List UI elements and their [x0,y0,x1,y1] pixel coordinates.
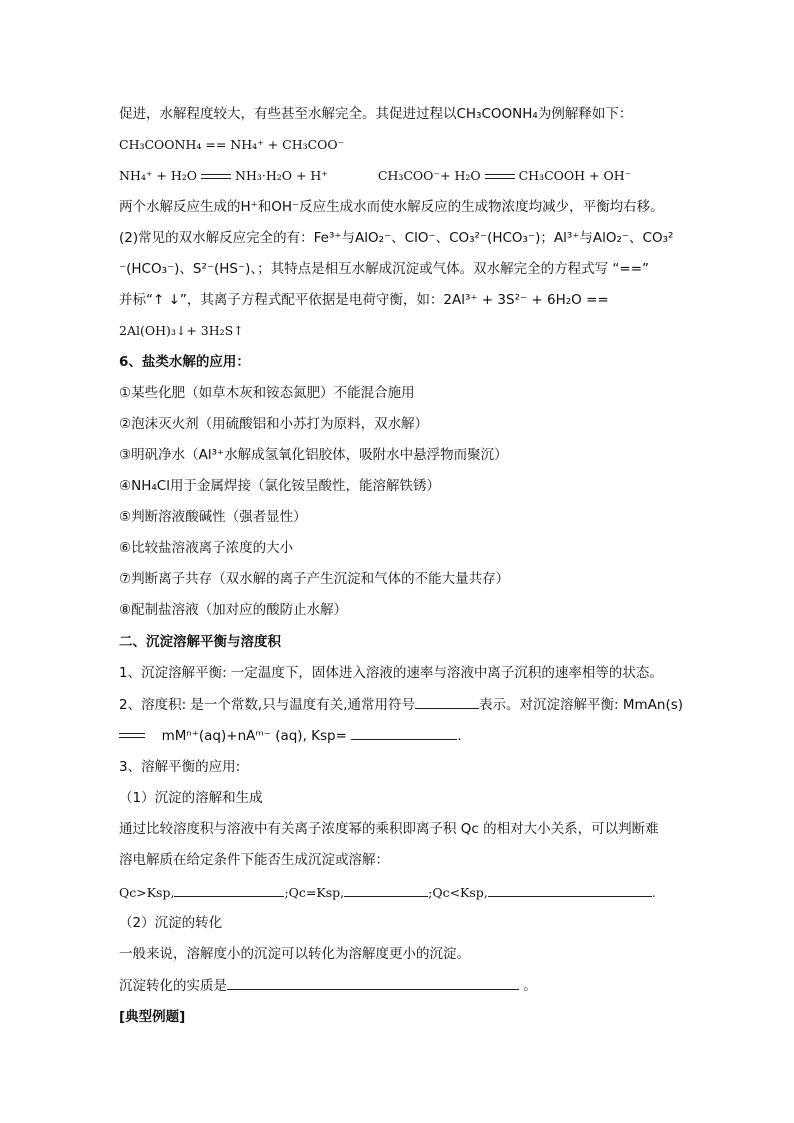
text-span: 。 [519,978,537,994]
eq-rhs-1: NH₃·H₂O + H⁺ [235,168,328,183]
paragraph-text: (2)常见的双水解反应完全的有：Fe³⁺与AlO₂⁻、ClO⁻、CO₃²⁻(HCO₃⁻)；Al³⁺与AlO₂⁻、CO₃² [119,230,674,246]
paragraph-text [119,975,537,996]
list-item: ⑥比较盐溶液离子浓度的大小 [119,540,294,556]
paragraph-text: 促进，水解程度较大，有些甚至水解完全。其促进过程以CH₃COONH₄为例解释如下： [119,106,633,122]
paragraph-text: 1、沉淀溶解平衡: 一定温度下，固体进入溶液的速率与溶液中离子沉积的速率相等的状态。 [119,665,663,681]
text-span: ;Qc<Ksp, [428,885,488,900]
subheading: （2）沉淀的转化 [119,915,223,931]
equilibrium-arrow-icon [201,172,231,182]
list-item: ④NH₄Cl用于金属焊接（氯化铵呈酸性，能溶解铁锈） [119,478,440,494]
equation-double-hydrolysis: 2Al(OH)₃↓+ 3H₂S↑ [119,323,244,338]
subheading: （1）沉淀的溶解和生成 [119,790,263,806]
paragraph-text: 3、溶解平衡的应用: [119,759,241,775]
eq-rhs-2: CH₃COOH + OH⁻ [518,168,632,183]
fill-blank[interactable] [488,882,652,897]
text-span: mMⁿ⁺(aq)+nAᵐ⁻ (aq), Ksp= [161,728,352,744]
equation-hydrolysis-pair [119,166,631,186]
section-heading: 6、盐类水解的应用： [119,354,250,370]
paragraph-text [119,882,656,903]
equilibrium-arrow-icon [119,731,145,741]
fill-blank[interactable] [351,725,457,740]
text-span: 2、溶度积: 是一个常数,只与温度有关,通常用符号 [119,697,416,713]
paragraph-text: 一般来说，溶解度小的沉淀可以转化为溶解度更小的沉淀。 [119,946,470,962]
section-heading: 二、沉淀溶解平衡与溶度积 [119,634,281,650]
fill-blank[interactable] [227,975,519,990]
list-item: ⑤判断溶液酸碱性（强者显性） [119,509,307,525]
eq-lhs-1: NH₄⁺ + H₂O [119,168,198,183]
equation-ionization: CH₃COONH₄ == NH₄⁺ + CH₃COO⁻ [119,137,345,152]
text-span: 沉淀转化的实质是 [119,978,227,994]
fill-blank[interactable] [174,882,284,897]
paragraph-text [119,725,462,746]
paragraph-text: 溶电解质在给定条件下能否生成沉淀或溶解： [119,852,389,868]
list-item: ③明矾净水（Al³⁺水解成氢氧化铝胶体，吸附水中悬浮物而聚沉） [119,447,508,463]
paragraph-text: 通过比较溶度积与溶液中有关离子浓度幂的乘积即离子积 Qc 的相对大小关系，可以判断难 [119,821,659,837]
list-item: ①某些化肥（如草木灰和铵态氮肥）不能混合施用 [119,385,415,401]
paragraph-text: 两个水解反应生成的H⁺和OH⁻反应生成水而使水解反应的生成物浓度均减少，平衡均右移。 [119,199,664,215]
fill-blank[interactable] [344,882,428,897]
text-span: Qc>Ksp, [119,885,175,900]
section-heading: [典型例题] [119,1009,186,1025]
equilibrium-arrow-icon [485,172,515,182]
paragraph-text: 并标“↑ ↓”，其离子方程式配平依据是电荷守衡，如：2Al³⁺ + 3S²⁻ + 6H₂O == [119,292,609,308]
paragraph-text [119,694,683,715]
list-item: ②泡沫灭火剂（用硫酸铝和小苏打为原料，双水解） [119,416,429,432]
text-span: 表示。对沉淀溶解平衡: MmAn(s) [479,697,684,713]
text-span: . [457,728,462,744]
list-item: ⑧配制盐溶液（加对应的酸防止水解） [119,602,348,618]
text-span: ;Qc=Ksp, [284,885,345,900]
text-span: . [651,885,656,900]
paragraph-text: ⁻(HCO₃⁻)、S²⁻(HS⁻)、；其特点是相互水解成沉淀或气体。双水解完全的方程式写 “==” [119,261,650,277]
fill-blank[interactable] [415,694,479,709]
list-item: ⑦判断离子共存（双水解的离子产生沉淀和气体的不能大量共存） [119,571,510,587]
eq-lhs-2: CH₃COO⁻+ H₂O [377,168,481,183]
